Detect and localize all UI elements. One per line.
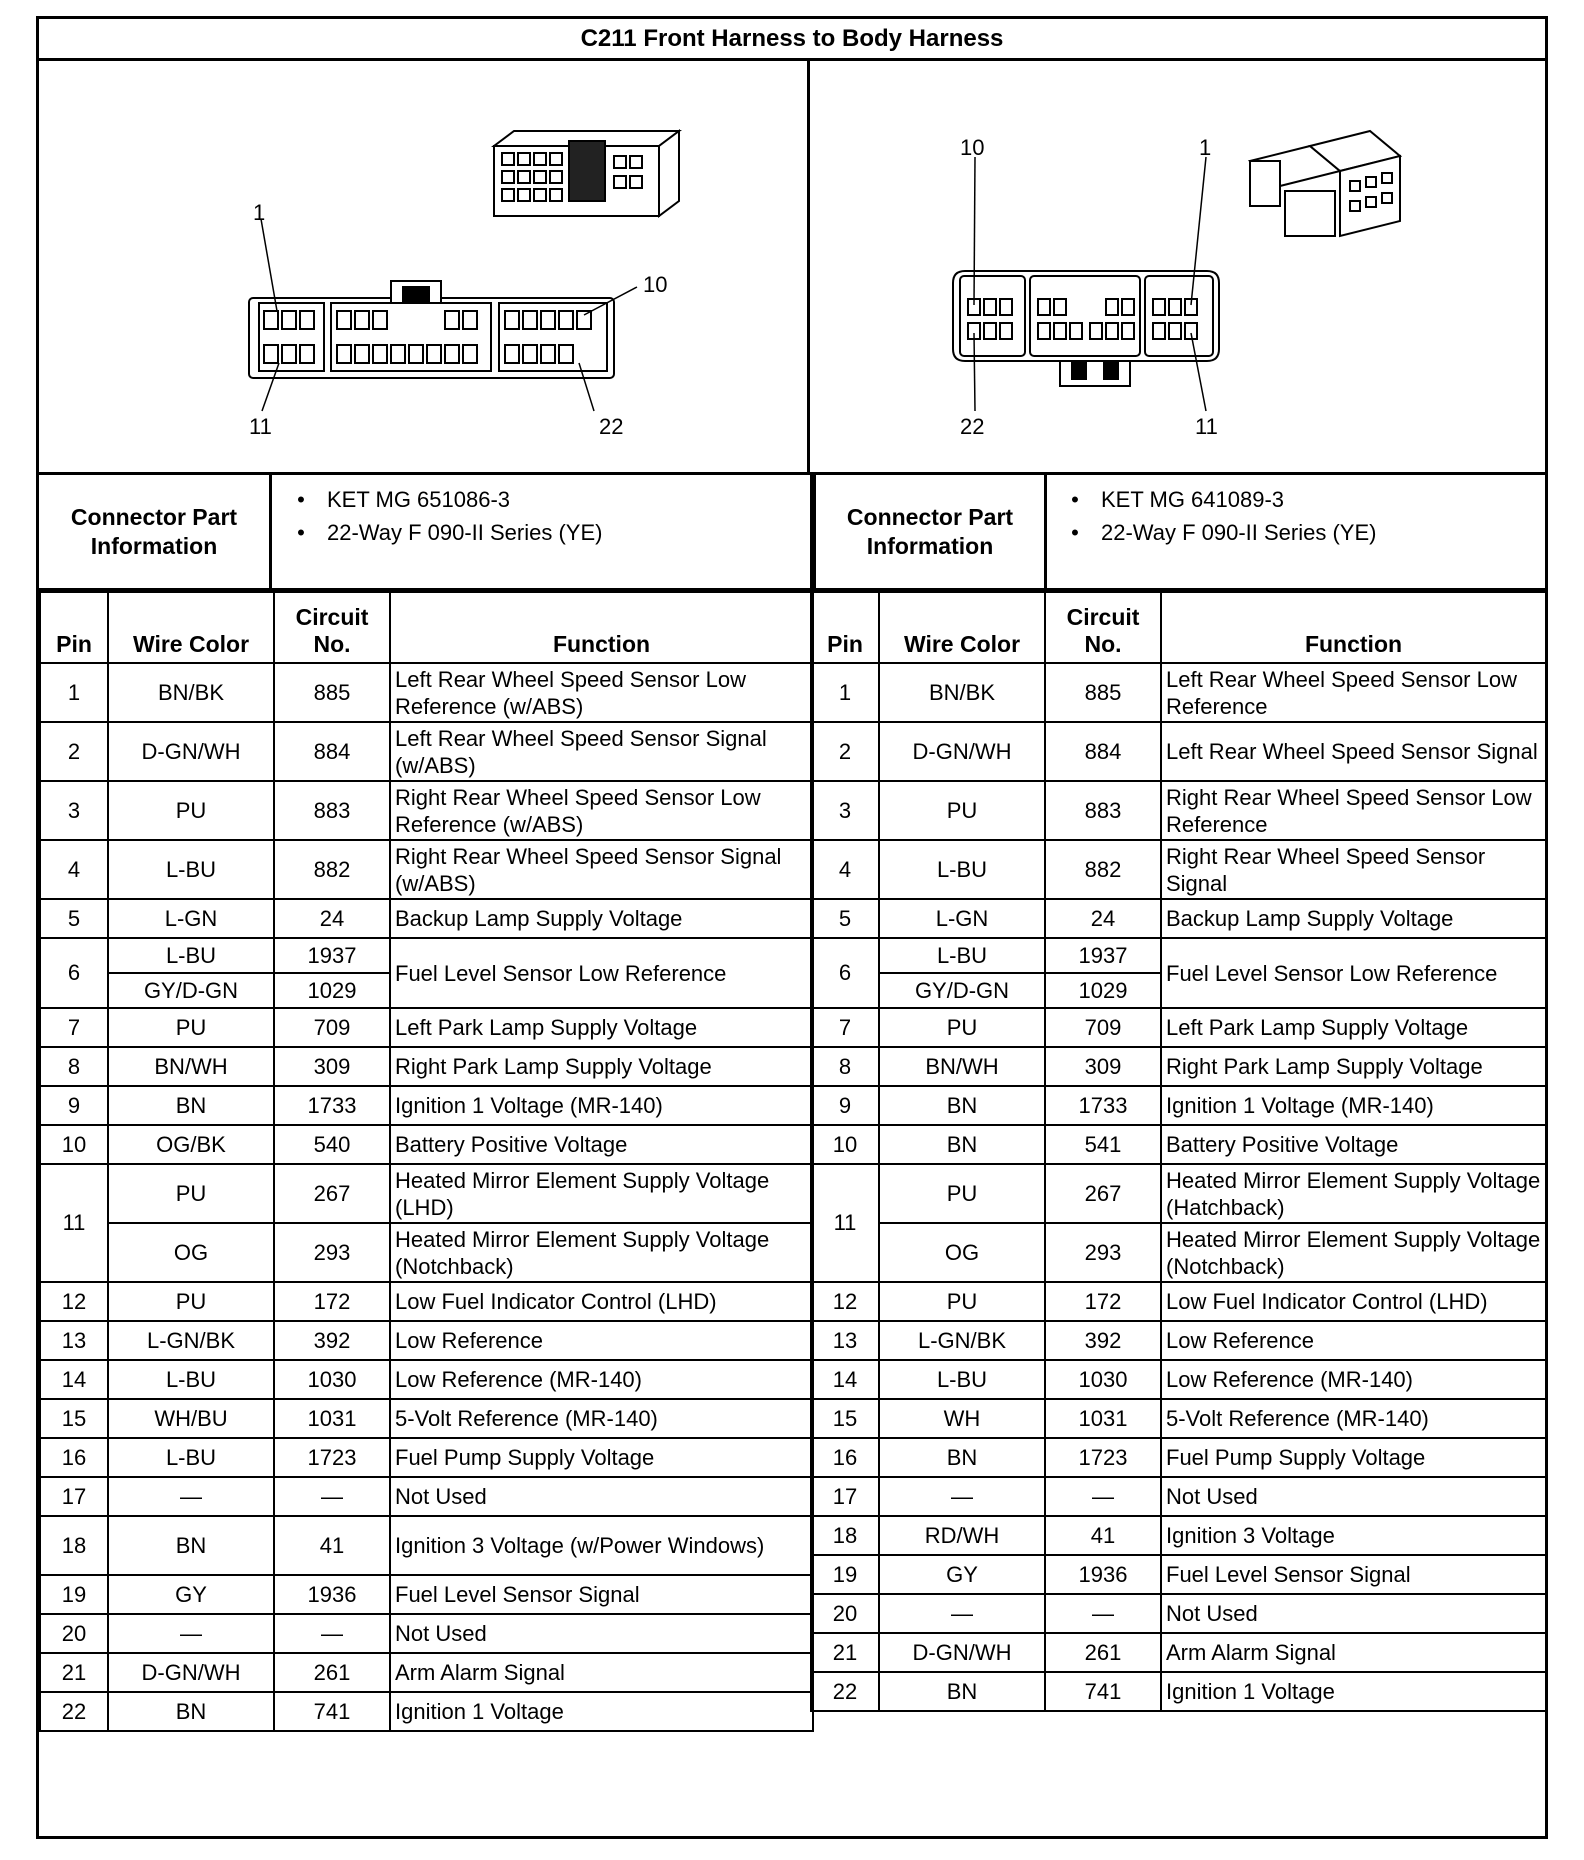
pin-cell: 19 <box>811 1555 879 1594</box>
left-pin-table <box>39 591 814 1732</box>
column-header-circuit-no: Circuit No. <box>1045 592 1161 663</box>
wire-color-cell: L-BU <box>108 840 274 899</box>
circuit-cell: 541 <box>1045 1125 1161 1164</box>
pin-cell: 3 <box>40 781 108 840</box>
wire-color-cell: — <box>108 1477 274 1516</box>
pin-cell: 8 <box>40 1047 108 1086</box>
function-cell: Low Reference <box>1161 1321 1546 1360</box>
right-pin-callout: 10 <box>960 135 985 160</box>
wire-color-cell: L-BU <box>108 1360 274 1399</box>
pin-cell: 17 <box>811 1477 879 1516</box>
circuit-cell: 1733 <box>274 1086 390 1125</box>
table-row <box>811 1008 1546 1047</box>
left-pin-callout: 22 <box>599 414 624 439</box>
column-header-pin: Pin <box>40 592 108 663</box>
table-row <box>811 722 1546 781</box>
list-item: • 22-Way F 090-II Series (YE) <box>297 520 603 545</box>
table-row <box>811 1086 1546 1125</box>
function-cell: Ignition 1 Voltage <box>390 1692 813 1731</box>
circuit-cell: 883 <box>1045 781 1161 840</box>
wire-color-cell: GY/D-GN <box>879 973 1045 1008</box>
wire-color-cell: L-BU <box>108 938 274 973</box>
function-cell: Right Rear Wheel Speed Sensor Low Reference (w/ABS) <box>390 781 813 840</box>
function-cell: Right Park Lamp Supply Voltage <box>1161 1047 1546 1086</box>
table-row <box>811 1125 1546 1164</box>
function-cell: Low Reference (MR-140) <box>390 1360 813 1399</box>
right-pin-table <box>810 591 1547 1712</box>
table-header-row <box>811 592 1546 663</box>
right-pin-callout: 11 <box>1195 414 1218 439</box>
wire-color-cell: BN <box>879 1672 1045 1711</box>
table-row <box>40 1164 813 1223</box>
function-cell: Not Used <box>1161 1594 1546 1633</box>
wire-color-cell: BN/BK <box>879 663 1045 722</box>
circuit-cell: 1936 <box>274 1575 390 1614</box>
wire-color-cell: D-GN/WH <box>879 722 1045 781</box>
table-header-row <box>40 592 813 663</box>
pin-cell: 2 <box>40 722 108 781</box>
column-header-function: Function <box>1161 592 1546 663</box>
pin-cell: 1 <box>40 663 108 722</box>
left-info-list <box>275 483 602 549</box>
wire-color-cell: GY <box>108 1575 274 1614</box>
wire-color-cell: OG <box>879 1223 1045 1282</box>
function-cell: Heated Mirror Element Supply Voltage (LHD) <box>390 1164 813 1223</box>
function-cell: Heated Mirror Element Supply Voltage (Notchback) <box>390 1223 813 1282</box>
table-row <box>811 840 1546 899</box>
wire-color-cell: BN <box>108 1516 274 1575</box>
table-row <box>811 1047 1546 1086</box>
table-row <box>811 1555 1546 1594</box>
pin-cell: 10 <box>811 1125 879 1164</box>
wire-color-cell: WH <box>879 1399 1045 1438</box>
circuit-cell: 293 <box>1045 1223 1161 1282</box>
table-row <box>40 1360 813 1399</box>
function-cell: Ignition 1 Voltage <box>1161 1672 1546 1711</box>
table-row <box>811 1516 1546 1555</box>
column-header-pin: Pin <box>811 592 879 663</box>
function-cell: Battery Positive Voltage <box>1161 1125 1546 1164</box>
pin-cell: 19 <box>40 1575 108 1614</box>
column-header-wire-color: Wire Color <box>108 592 274 663</box>
connector-sheet <box>36 16 1548 1839</box>
wire-color-cell: L-BU <box>108 1438 274 1477</box>
function-cell: Fuel Level Sensor Signal <box>390 1575 813 1614</box>
pin-cell: 18 <box>811 1516 879 1555</box>
wire-color-cell: GY <box>879 1555 1045 1594</box>
pin-cell: 12 <box>811 1282 879 1321</box>
circuit-cell: 1937 <box>1045 938 1161 973</box>
table-row <box>811 1399 1546 1438</box>
wire-color-cell: OG/BK <box>108 1125 274 1164</box>
pin-cell: 12 <box>40 1282 108 1321</box>
table-row <box>811 1672 1546 1711</box>
function-cell: Low Reference (MR-140) <box>1161 1360 1546 1399</box>
circuit-cell: 1030 <box>274 1360 390 1399</box>
function-cell: Right Rear Wheel Speed Sensor Low Reference <box>1161 781 1546 840</box>
table-row <box>811 1282 1546 1321</box>
table-row <box>811 781 1546 840</box>
pin-cell: 15 <box>811 1399 879 1438</box>
function-cell: Fuel Level Sensor Low Reference <box>1161 938 1546 1008</box>
pin-cell: 22 <box>40 1692 108 1731</box>
wire-color-cell: BN <box>879 1438 1045 1477</box>
function-cell: Ignition 3 Voltage (w/Power Windows) <box>390 1516 813 1575</box>
wire-color-cell: D-GN/WH <box>108 722 274 781</box>
pin-cell: 6 <box>811 938 879 1008</box>
function-cell: Heated Mirror Element Supply Voltage (Hatchback) <box>1161 1164 1546 1223</box>
pin-cell: 9 <box>811 1086 879 1125</box>
info-item-text: 22-Way F 090-II Series (YE) <box>1101 520 1377 545</box>
wire-color-cell: D-GN/WH <box>108 1653 274 1692</box>
circuit-cell: 172 <box>1045 1282 1161 1321</box>
function-cell: Backup Lamp Supply Voltage <box>390 899 813 938</box>
left-pin-callout: 10 <box>643 272 668 297</box>
wire-color-cell: BN/WH <box>108 1047 274 1086</box>
table-row <box>811 1360 1546 1399</box>
right-connector-diagram <box>810 61 1545 472</box>
function-cell: Ignition 1 Voltage (MR-140) <box>1161 1086 1546 1125</box>
pin-cell: 4 <box>40 840 108 899</box>
circuit-cell: 1723 <box>274 1438 390 1477</box>
wire-color-cell: L-GN/BK <box>879 1321 1045 1360</box>
table-row <box>811 1594 1546 1633</box>
circuit-cell: 392 <box>274 1321 390 1360</box>
right-info-list <box>1049 483 1376 549</box>
table-row <box>40 1653 813 1692</box>
circuit-cell: 741 <box>274 1692 390 1731</box>
wire-color-cell: PU <box>879 781 1045 840</box>
circuit-cell: 1029 <box>1045 973 1161 1008</box>
table-row <box>811 663 1546 722</box>
pin-cell: 11 <box>811 1164 879 1282</box>
wire-color-cell: RD/WH <box>879 1516 1045 1555</box>
table-row <box>40 722 813 781</box>
circuit-cell: 1031 <box>1045 1399 1161 1438</box>
table-row <box>811 1321 1546 1360</box>
function-cell: Heated Mirror Element Supply Voltage (Notchback) <box>1161 1223 1546 1282</box>
function-cell: Battery Positive Voltage <box>390 1125 813 1164</box>
circuit-cell: 309 <box>1045 1047 1161 1086</box>
pin-cell: 5 <box>811 899 879 938</box>
circuit-cell: 882 <box>1045 840 1161 899</box>
circuit-cell: 261 <box>274 1653 390 1692</box>
function-cell: Ignition 1 Voltage (MR-140) <box>390 1086 813 1125</box>
table-row <box>40 1008 813 1047</box>
right-connector-face-icon <box>953 271 1219 386</box>
table-row <box>40 1223 813 1282</box>
circuit-cell: 261 <box>1045 1633 1161 1672</box>
table-row <box>40 1399 813 1438</box>
function-cell: Not Used <box>1161 1477 1546 1516</box>
right-connector-drawing <box>810 61 1545 472</box>
wire-color-cell: — <box>879 1477 1045 1516</box>
page-title: C211 Front Harness to Body Harness <box>39 19 1545 61</box>
table-row <box>40 1614 813 1653</box>
circuit-cell: 885 <box>274 663 390 722</box>
pin-cell: 18 <box>40 1516 108 1575</box>
table-row <box>40 899 813 938</box>
function-cell: Left Park Lamp Supply Voltage <box>1161 1008 1546 1047</box>
function-cell: 5-Volt Reference (MR-140) <box>1161 1399 1546 1438</box>
function-cell: Left Rear Wheel Speed Sensor Low Reference <box>1161 663 1546 722</box>
pin-cell: 15 <box>40 1399 108 1438</box>
circuit-cell: 884 <box>274 722 390 781</box>
table-row <box>811 1477 1546 1516</box>
table-row <box>40 1047 813 1086</box>
function-cell: 5-Volt Reference (MR-140) <box>390 1399 813 1438</box>
pin-cell: 5 <box>40 899 108 938</box>
pin-cell: 7 <box>811 1008 879 1047</box>
circuit-cell: 1029 <box>274 973 390 1008</box>
pin-cell: 11 <box>40 1164 108 1282</box>
circuit-cell: — <box>1045 1477 1161 1516</box>
wire-color-cell: OG <box>108 1223 274 1282</box>
table-row <box>811 1164 1546 1223</box>
left-pin-callout: 11 <box>249 414 272 439</box>
right-info-label: Connector Part Information <box>813 475 1047 588</box>
wire-color-cell: BN/WH <box>879 1047 1045 1086</box>
wire-color-cell: WH/BU <box>108 1399 274 1438</box>
pin-cell: 2 <box>811 722 879 781</box>
function-cell: Backup Lamp Supply Voltage <box>1161 899 1546 938</box>
circuit-cell: 884 <box>1045 722 1161 781</box>
pin-cell: 22 <box>811 1672 879 1711</box>
table-row <box>40 938 813 973</box>
right-pin-callout: 1 <box>1199 135 1212 160</box>
wire-color-cell: PU <box>879 1008 1045 1047</box>
pin-cell: 3 <box>811 781 879 840</box>
column-header-circuit-no: Circuit No. <box>274 592 390 663</box>
table-row <box>811 1223 1546 1282</box>
wire-color-cell: L-GN/BK <box>108 1321 274 1360</box>
wire-color-cell: L-GN <box>879 899 1045 938</box>
pin-cell: 4 <box>811 840 879 899</box>
left-pin-callout: 1 <box>253 200 266 225</box>
table-row <box>811 938 1546 973</box>
wire-color-cell: — <box>108 1614 274 1653</box>
circuit-cell: 24 <box>1045 899 1161 938</box>
function-cell: Right Rear Wheel Speed Sensor Signal (w/ABS) <box>390 840 813 899</box>
circuit-cell: 883 <box>274 781 390 840</box>
pin-cell: 17 <box>40 1477 108 1516</box>
pin-cell: 20 <box>811 1594 879 1633</box>
function-cell: Not Used <box>390 1614 813 1653</box>
circuit-cell: — <box>274 1614 390 1653</box>
wire-color-cell: BN <box>879 1125 1045 1164</box>
function-cell: Left Rear Wheel Speed Sensor Signal <box>1161 722 1546 781</box>
table-row <box>40 781 813 840</box>
wire-color-cell: L-BU <box>879 1360 1045 1399</box>
function-cell: Right Rear Wheel Speed Sensor Signal <box>1161 840 1546 899</box>
function-cell: Fuel Level Sensor Low Reference <box>390 938 813 1008</box>
circuit-cell: 882 <box>274 840 390 899</box>
function-cell: Low Fuel Indicator Control (LHD) <box>1161 1282 1546 1321</box>
table-row <box>811 899 1546 938</box>
table-row <box>40 1575 813 1614</box>
wire-color-cell: PU <box>108 1282 274 1321</box>
wire-color-cell: L-GN <box>108 899 274 938</box>
wire-color-cell: L-BU <box>879 938 1045 973</box>
wire-color-cell: PU <box>108 1164 274 1223</box>
table-row <box>40 663 813 722</box>
table-row <box>40 1438 813 1477</box>
pin-cell: 16 <box>40 1438 108 1477</box>
pin-cell: 9 <box>40 1086 108 1125</box>
table-row <box>40 1282 813 1321</box>
circuit-cell: 41 <box>1045 1516 1161 1555</box>
right-pin-callout: 22 <box>960 414 985 439</box>
table-row <box>40 1516 813 1575</box>
left-connector-face-icon <box>249 281 614 378</box>
table-row <box>40 1086 813 1125</box>
function-cell: Fuel Pump Supply Voltage <box>390 1438 813 1477</box>
info-item-text: KET MG 651086-3 <box>327 487 511 512</box>
wire-color-cell: PU <box>108 781 274 840</box>
left-connector-drawing <box>39 61 807 472</box>
column-header-wire-color: Wire Color <box>879 592 1045 663</box>
wire-color-cell: PU <box>108 1008 274 1047</box>
wire-color-cell: BN <box>108 1086 274 1125</box>
info-item-text: 22-Way F 090-II Series (YE) <box>327 520 603 545</box>
wire-color-cell: BN <box>879 1086 1045 1125</box>
circuit-cell: 24 <box>274 899 390 938</box>
pin-cell: 16 <box>811 1438 879 1477</box>
circuit-cell: 172 <box>274 1282 390 1321</box>
list-item: • KET MG 651086-3 <box>297 487 511 512</box>
function-cell: Low Reference <box>390 1321 813 1360</box>
column-header-function: Function <box>390 592 813 663</box>
pin-cell: 6 <box>40 938 108 1008</box>
wire-color-cell: GY/D-GN <box>108 973 274 1008</box>
table-row <box>40 1477 813 1516</box>
circuit-cell: 392 <box>1045 1321 1161 1360</box>
function-cell: Fuel Pump Supply Voltage <box>1161 1438 1546 1477</box>
circuit-cell: 1937 <box>274 938 390 973</box>
circuit-cell: 1936 <box>1045 1555 1161 1594</box>
circuit-cell: 267 <box>274 1164 390 1223</box>
pin-cell: 21 <box>811 1633 879 1672</box>
function-cell: Low Fuel Indicator Control (LHD) <box>390 1282 813 1321</box>
circuit-cell: — <box>1045 1594 1161 1633</box>
list-item: • 22-Way F 090-II Series (YE) <box>1071 520 1377 545</box>
wire-color-cell: — <box>879 1594 1045 1633</box>
function-cell: Left Park Lamp Supply Voltage <box>390 1008 813 1047</box>
circuit-cell: 1030 <box>1045 1360 1161 1399</box>
pin-cell: 13 <box>811 1321 879 1360</box>
table-row <box>40 1321 813 1360</box>
circuit-cell: 709 <box>274 1008 390 1047</box>
pin-cell: 7 <box>40 1008 108 1047</box>
circuit-cell: — <box>274 1477 390 1516</box>
wire-color-cell: BN/BK <box>108 663 274 722</box>
function-cell: Right Park Lamp Supply Voltage <box>390 1047 813 1086</box>
table-row <box>811 1438 1546 1477</box>
info-item-text: KET MG 641089-3 <box>1101 487 1285 512</box>
circuit-cell: 267 <box>1045 1164 1161 1223</box>
circuit-cell: 1031 <box>274 1399 390 1438</box>
pin-cell: 13 <box>40 1321 108 1360</box>
circuit-cell: 41 <box>274 1516 390 1575</box>
pin-cell: 10 <box>40 1125 108 1164</box>
pin-cell: 14 <box>811 1360 879 1399</box>
left-info-label: Connector Part Information <box>39 475 272 588</box>
pin-cell: 21 <box>40 1653 108 1692</box>
list-item: • KET MG 641089-3 <box>1071 487 1285 512</box>
table-row <box>40 1692 813 1731</box>
wire-color-cell: PU <box>879 1282 1045 1321</box>
wire-color-cell: BN <box>108 1692 274 1731</box>
left-connector-thumbnail-icon <box>494 131 679 216</box>
table-row <box>40 840 813 899</box>
circuit-cell: 1723 <box>1045 1438 1161 1477</box>
circuit-cell: 741 <box>1045 1672 1161 1711</box>
circuit-cell: 309 <box>274 1047 390 1086</box>
function-cell: Left Rear Wheel Speed Sensor Low Reference (w/ABS) <box>390 663 813 722</box>
connector-info-row <box>39 472 1545 591</box>
function-cell: Left Rear Wheel Speed Sensor Signal (w/ABS) <box>390 722 813 781</box>
circuit-cell: 1733 <box>1045 1086 1161 1125</box>
function-cell: Not Used <box>390 1477 813 1516</box>
function-cell: Arm Alarm Signal <box>390 1653 813 1692</box>
circuit-cell: 293 <box>274 1223 390 1282</box>
function-cell: Arm Alarm Signal <box>1161 1633 1546 1672</box>
circuit-cell: 885 <box>1045 663 1161 722</box>
table-row <box>811 1633 1546 1672</box>
function-cell: Ignition 3 Voltage <box>1161 1516 1546 1555</box>
wire-color-cell: PU <box>879 1164 1045 1223</box>
wire-color-cell: D-GN/WH <box>879 1633 1045 1672</box>
right-connector-thumbnail-icon <box>1250 131 1400 236</box>
pin-cell: 14 <box>40 1360 108 1399</box>
pin-cell: 20 <box>40 1614 108 1653</box>
left-connector-diagram <box>39 61 810 472</box>
table-row <box>40 1125 813 1164</box>
circuit-cell: 709 <box>1045 1008 1161 1047</box>
pin-cell: 1 <box>811 663 879 722</box>
circuit-cell: 540 <box>274 1125 390 1164</box>
function-cell: Fuel Level Sensor Signal <box>1161 1555 1546 1594</box>
wire-color-cell: L-BU <box>879 840 1045 899</box>
pin-cell: 8 <box>811 1047 879 1086</box>
